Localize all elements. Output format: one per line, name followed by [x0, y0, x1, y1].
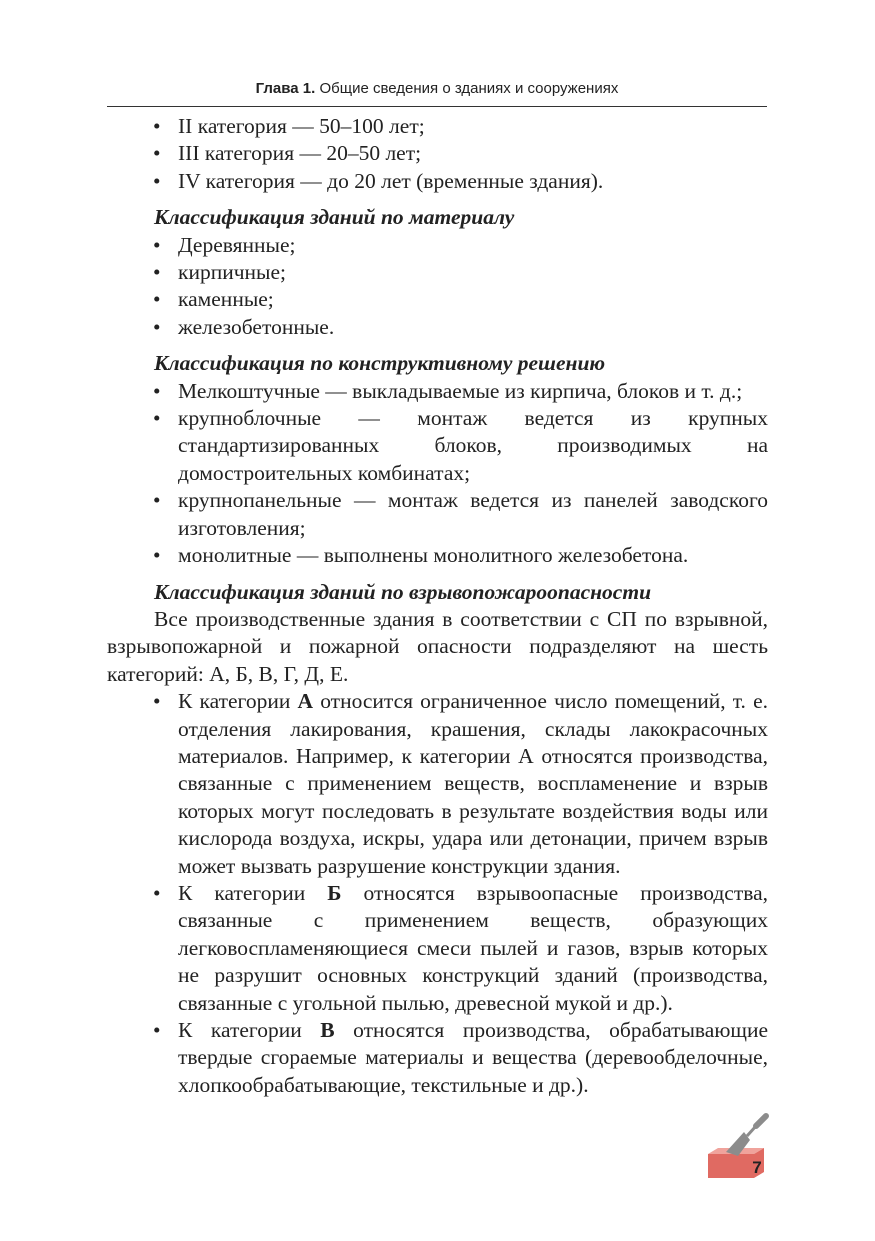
- construction-heading: Классификация по конструктивному решению: [154, 351, 606, 376]
- fire-heading: Классификация зданий по взрывопожароопасности: [154, 579, 652, 604]
- list-item: • IV категория — до 20 лет (временные здания).: [107, 168, 768, 195]
- list-item: • II категория — 50–100 лет;: [107, 113, 768, 140]
- material-heading: Классификация зданий по материалу: [154, 205, 515, 230]
- category-prefix: К категории: [178, 689, 291, 714]
- category-prefix: К категории: [178, 1018, 302, 1042]
- category-letter: Б: [327, 880, 342, 905]
- category-prefix: К категории: [178, 880, 306, 905]
- category-text: относятся взрывоопасные производства, связанные с применением веществ, образующих легковоспламеняющиеся смеси пылей и газов, взрыв которых не разрушит основных конструкций зданий (производства, связанные с угольной пылью, древесной мукой и др.).: [178, 880, 769, 1015]
- list-item: • крупноблочные — монтаж ведется из крупных стандартизированных блоков, производимых на домостроительных комбинатах;: [107, 405, 768, 487]
- fire-intro: Все производственные здания в соответствии с СП по взрывной, взрывопожарной и пожарной опасности подразделяют на шесть категорий: А, Б, В, Г, Д, Е.: [107, 606, 768, 686]
- chapter-title: Общие сведения о зданиях и сооружениях: [319, 80, 619, 97]
- page-number: 7: [752, 1158, 762, 1177]
- list-item: • Деревянные;: [107, 232, 768, 259]
- category-text: относятся производства, обрабатывающие твердые сгораемые материалы и вещества (деревообделочные, хлопкообрабатывающие, текстильные и др.).: [178, 1018, 768, 1097]
- list-item: • III категория — 20–50 лет;: [107, 140, 768, 167]
- category-letter: В: [320, 1018, 335, 1042]
- fire-category-list: [107, 688, 768, 1099]
- chapter-label: Глава 1.: [255, 80, 316, 97]
- construction-list: [107, 378, 768, 570]
- list-item: • железобетонные.: [107, 314, 768, 341]
- durability-list: [107, 113, 768, 195]
- list-item: • Мелкоштучные — выкладываемые из кирпича, блоков и т. д.;: [107, 378, 768, 405]
- running-header: [107, 78, 767, 107]
- category-item: [107, 688, 768, 880]
- page-body: [107, 113, 768, 1099]
- category-text: относится ограниченное число помещений, т. е. отделения лакирования, крашения, склады лакокрасочных материалов. Например, к категории А относятся производства, связанные с применением веществ, воспламенение и взрыв которых могут последовать в результате воздействия воды или кислорода воздуха, искры, удара или детонации, причем взрыв может вызвать разрушение конструкции здания.: [178, 689, 769, 878]
- category-item: [107, 1017, 768, 1099]
- category-item: [107, 880, 768, 1017]
- list-item: • крупнопанельные — монтаж ведется из панелей заводского изготовления;: [107, 487, 768, 542]
- list-item: • монолитные — выполнены монолитного железобетона.: [107, 542, 768, 569]
- trowel-handle: [756, 1116, 766, 1126]
- material-list: [107, 232, 768, 342]
- list-item: • каменные;: [107, 286, 768, 313]
- category-letter: А: [297, 689, 314, 714]
- list-item: • кирпичные;: [107, 259, 768, 286]
